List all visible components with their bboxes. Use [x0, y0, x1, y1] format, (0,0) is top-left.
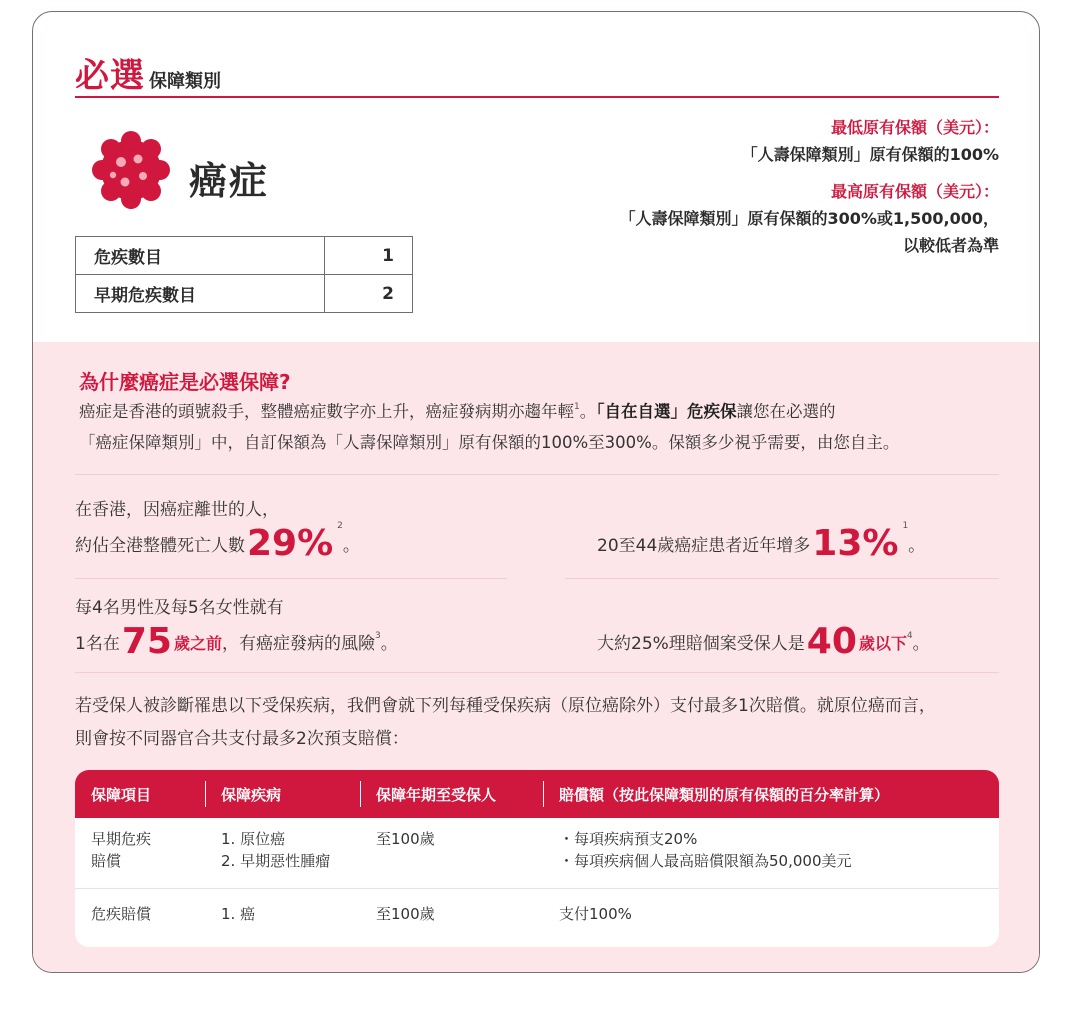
illness-count-table — [75, 236, 413, 313]
count-label: 早期危疾數目 — [76, 275, 325, 313]
footnote-ref: 1 — [574, 402, 580, 412]
section-heading — [75, 48, 221, 97]
table-cell: 危疾賠償 — [91, 905, 152, 923]
footnote-ref: 2 — [337, 521, 343, 531]
divider — [565, 578, 999, 579]
stat-young-patients: 20至44歲癌症患者近年增多 13% 1 。 — [597, 526, 925, 562]
coverage-summary — [33, 12, 1039, 342]
table-cell: 早期危疾 賠償 — [75, 818, 205, 889]
claim-note: 若受保人被診斷罹患以下受保疾病，我們會就下列每種受保疾病（原位癌除外）支付最多1次賠償。就原位癌而言， 則會按不同器官合共支付最多2次預支賠償： — [75, 696, 936, 749]
footnote-ref: 1 — [902, 521, 909, 531]
table-cell: ・每項疾病預支20% ・每項疾病個人最高賠償限額為50,000美元 — [543, 818, 999, 889]
column-header: 保障項目 — [75, 770, 205, 818]
table-cell: 1. 原位癌 2. 早期惡性腫瘤 — [205, 818, 360, 889]
max-amount-value: 「人壽保障類別」原有保額的300%或1,500,000， — [619, 209, 999, 228]
stat-figure: 40 — [806, 621, 857, 662]
column-header: 保障年期至受保人 — [360, 770, 543, 818]
category-name: 癌症 — [189, 159, 270, 203]
table-cell: 至100歲 — [360, 818, 543, 889]
min-amount-label: 最低原有保額（美元）： — [830, 118, 999, 137]
column-header: 保障疾病 — [205, 770, 360, 818]
heading-divider — [75, 96, 999, 98]
min-amount-value: 「人壽保障類別」原有保額的100% — [741, 145, 999, 164]
stat-claims-under-40: 大約25%理賠個案受保人是 40 歲以下 4 。 — [597, 621, 930, 662]
max-amount-condition: 以較低者為準 — [902, 236, 999, 255]
table-row — [75, 818, 999, 889]
cancer-cell-icon — [91, 130, 171, 210]
table-cell: 支付100% — [559, 905, 632, 923]
divider — [75, 672, 999, 673]
cancer-coverage-card — [32, 11, 1040, 973]
stat-risk-before-75: 每4名男性及每5名女性就有 1名在 75 歲之前 ，有癌症發病的風險 3 。 — [75, 598, 398, 662]
heading-required: 必選 — [75, 56, 145, 96]
footnote-ref: 4 — [906, 631, 913, 641]
heading-category: 保障類別 — [149, 71, 221, 92]
stat-death-rate: 在香港，因癌症離世的人， 約佔全港整體死亡人數 29% 2 。 — [75, 500, 360, 564]
footnote-ref: 3 — [374, 631, 381, 641]
column-header: 賠償額（按此保障類別的原有保額的百分率計算） — [543, 770, 999, 818]
table-row — [75, 889, 999, 947]
product-name: 「自在自選」危疾保 — [596, 402, 737, 421]
max-amount-label: 最高原有保額（美元）： — [830, 182, 999, 201]
table-row — [76, 237, 413, 275]
why-paragraph: 癌症是香港的頭號殺手，整體癌症數字亦上升，癌症發病期亦趨年輕$^1$。「自在自選」危疾保讓您在必選的 「癌症保障類別」中，自訂保額為「人壽保障類別」原有保額的100%至300%。保額多少視乎需要，由您自主。 — [79, 402, 900, 452]
count-value: 1 — [325, 237, 413, 275]
count-label: 危疾數目 — [76, 237, 325, 275]
coverage-amounts — [479, 114, 999, 259]
stat-figure: 75 — [121, 621, 172, 662]
stat-figure: 29% — [247, 523, 334, 564]
table-cell: 至100歲 — [376, 905, 435, 923]
divider — [75, 578, 507, 579]
divider — [75, 474, 999, 475]
benefit-table — [75, 770, 999, 947]
stat-figure: 13% — [812, 523, 899, 564]
why-heading: 為什麼癌症是必選保障? — [79, 370, 291, 394]
table-cell: 1. 癌 — [221, 905, 256, 923]
table-header-row — [75, 770, 999, 818]
table-row — [76, 275, 413, 313]
count-value: 2 — [325, 275, 413, 313]
